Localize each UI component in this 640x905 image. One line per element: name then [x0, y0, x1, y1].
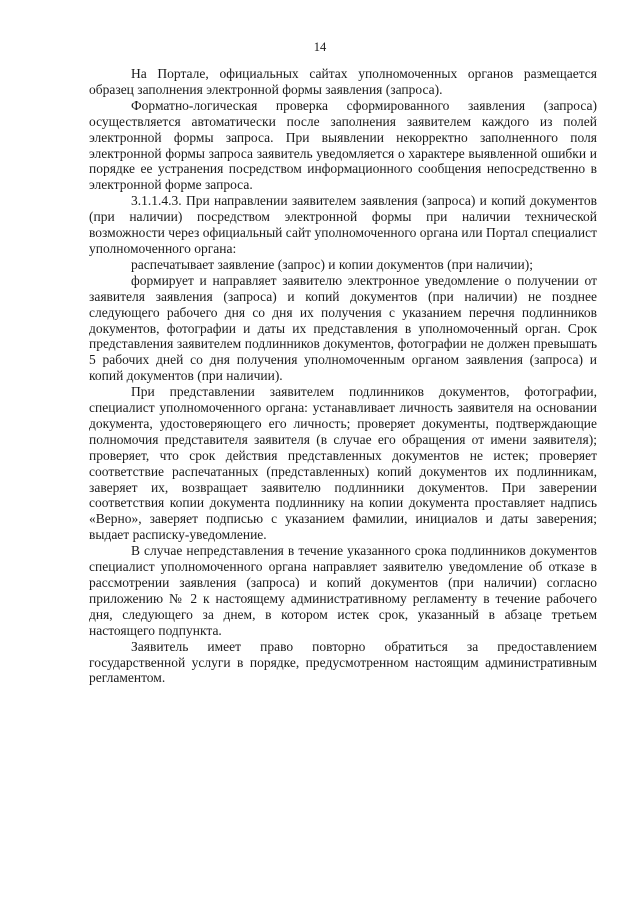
page-number: 14 [313, 40, 327, 54]
paragraph: Заявитель имеет право повторно обратиться за предоставлением государственной услуги в порядке, предусмотренном настоящим административным регламентом. [89, 638, 597, 686]
paragraph: формирует и направляет заявителю электронное уведомление о получении от заявителя заявления (запроса) и копий документов (при наличии) не позднее следующего рабочего дня со дня их получения с указанием перечня подлинников документов, фотографии и даты их представления в уполномоченный орган. Срок представления заявителем подлинников документов, фотографии не должен превышать 5 рабочих дней со дня получения уполномоченным органом заявления (запроса) и копий документов (при наличии). [89, 272, 597, 384]
paragraph: На Портале, официальных сайтах уполномоченных органов размещается образец заполнения электронной формы заявления (запроса). [89, 66, 597, 97]
paragraph: В случае непредставления в течение указанного срока подлинников документов специалист уполномоченного органа направляет заявителю уведомление об отказе в рассмотрении заявления (запроса) и копий документов (при наличии) согласно приложению № 2 к настоящему административному регламенту в течение рабочего дня, следующего за днем, в котором истек срок, указанный в абзаце третьем настоящего подпункта. [89, 543, 597, 638]
paragraph: 3.1.1.4.3. При направлении заявителем заявления (запроса) и копий документов (при наличии) посредством электронной формы при наличии технической возможности через официальный сайт уполномоченного органа или Портал специалист уполномоченного органа: [89, 193, 597, 256]
paragraph: распечатывает заявление (запрос) и копии документов (при наличии); [131, 256, 533, 272]
document-body [89, 66, 597, 686]
paragraph: Форматно-логическая проверка сформированного заявления (запроса) осуществляется автоматически после заполнения заявителем каждого из полей электронной формы запроса. При выявлении некорректно заполненного поля электронной формы запроса заявитель уведомляется о характере выявленной ошибки и порядке ее устранения посредством информационного сообщения непосредственно в электронной форме запроса. [89, 97, 597, 193]
paragraph: При представлении заявителем подлинников документов, фотографии, специалист уполномоченного органа: устанавливает личность заявителя на основании документа, удостоверяющего его личность; проверяет документы, подтверждающие полномочия представителя заявителя (в случае его обращения от имени заявителя); проверяет, что срок действия представленных документов не истек; проверяет соответствие распечатанных (представленных) копий документов их подлинникам, заверяет их, возвращает заявителю подлинники документов. При заверении соответствия копии документа подлиннику на копии документа проставляет надпись «Верно», заверяет подписью с указанием фамилии, инициалов и даты заверения; выдает расписку-уведомление. [89, 384, 597, 543]
